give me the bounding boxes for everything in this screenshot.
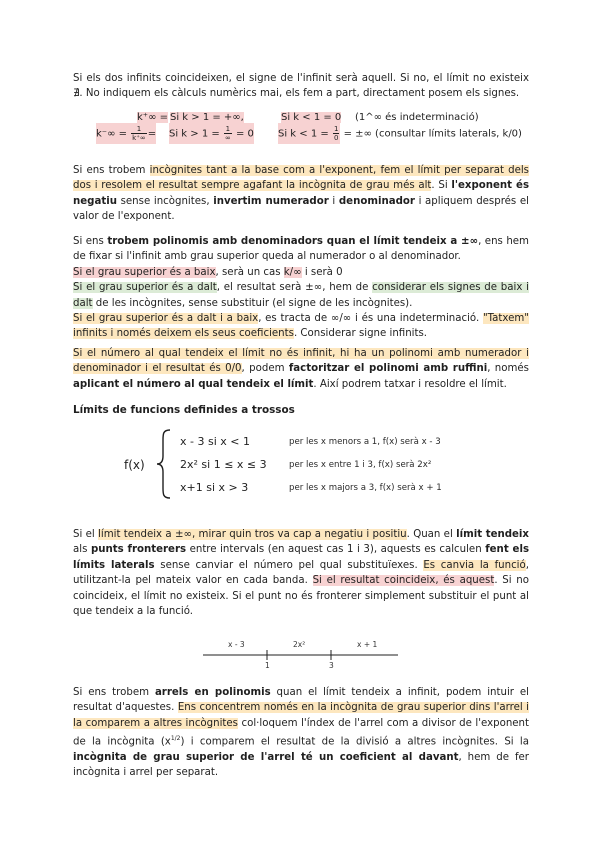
piecewise-note-2: per les x entre 1 i 3, f(x) serà 2x² [289, 460, 432, 470]
p1-text: Si els dos infinits coincideixen, el signe de l'infinit serà aquell. Si no, el límit no existeix ∄. No indiquem els càlculs numèrics mai, els fem a part, directament posem els signes. [73, 73, 529, 100]
p3-t5: , serà un cas [215, 266, 284, 278]
math-kpos-gt1: Si k > 1 = +∞, [170, 112, 244, 123]
piecewise-fname: f(x) [124, 458, 145, 472]
p2-t3: . Si [431, 180, 452, 192]
math-kneg-lt1 [278, 123, 340, 144]
p6-t9: , hem de fer incògnita i arrel per separat. [73, 752, 529, 779]
math-kneg-lt1-pre: Si k < 1 = [278, 128, 329, 140]
frac1-num: 1 [131, 125, 147, 134]
fraction-1 [131, 125, 147, 142]
frac1-den: k⁺∞ [132, 134, 146, 142]
frac2-num: 1 [225, 125, 231, 133]
p2-t9: i apliquem després el valor de l'exponent. [73, 195, 529, 223]
numberline-tick-label-3: 3 [329, 661, 334, 670]
p2-bold-exponent: l'exponent és negatiu [73, 180, 530, 207]
p5-t1: Si el [73, 529, 99, 540]
math-indeterminacio: (1^∞ és indeterminació) [355, 112, 479, 123]
math-kneg-lt1-post: = ±∞ (consultar límits laterals, k/0) [343, 128, 522, 140]
p4-t4: , només [487, 363, 529, 375]
p5-bold-laterals: fent els límits laterals [73, 544, 530, 571]
p6-bold-incognita: incògnita de grau superior de l'arrel [73, 752, 295, 764]
p5-t9: sense canviar el número pel qual substituïexes. [154, 559, 424, 571]
p3-grau-dalt: Si el grau superior és a dalt [73, 282, 217, 294]
p6-t3: quan el límit tendeix a infinit, podem intuir el resultat d'aquestes. [73, 687, 529, 714]
p5-bold-fronterers: punts fronterers [90, 544, 187, 556]
p5-t7: entre intervals (en aquest cas 1 i 3), aquests es calculen [186, 544, 486, 556]
p2-t1: Si ens trobem [73, 165, 150, 176]
math-kneg-label: k⁻∞ = [96, 128, 127, 140]
p3-t13: , es tracta de ∞/∞ i és una indeterminació. [258, 313, 483, 325]
p5-canvia-funcio: Es canvia la funció [423, 559, 526, 571]
p4-highlight: Si el número al qual tendeix el límit no és infinit, hi ha un polinomi amb numerador i denominador i el resultat és 0/0 [73, 348, 529, 375]
p2-t7: i [328, 195, 339, 207]
p3-t11: de les incògnites, sense substituir (el signe de les incògnites). [92, 297, 413, 309]
math-kneg-gt1-pre: Si k > 1 = [169, 128, 220, 140]
p5-t5: als [73, 544, 91, 556]
p3-t1: Si ens [73, 236, 108, 247]
piecewise-case-2: 2x² si 1 ≤ x ≤ 3 [180, 458, 267, 471]
p3-t9: , el resultat serà ±∞, hem de [216, 282, 373, 294]
p2-bold-numerador: invertim numerador [213, 195, 329, 207]
number-line [200, 648, 400, 664]
p3-considerar-signes: considerar els signes de baix i dalt [73, 282, 529, 309]
piecewise-note-1: per les x menors a 1, f(x) serà x - 3 [289, 437, 441, 447]
curly-brace-icon [155, 428, 173, 500]
p5-t11: , utilitzant-la pel mateix valor en cada banda. [73, 559, 529, 587]
math-row-2b [169, 123, 254, 144]
paragraph-limits-trossos [73, 527, 529, 619]
p3-grau-baix: Si el grau superior és a baix [73, 266, 216, 278]
piecewise-note-3: per les x majors a 3, f(x) serà x + 1 [289, 483, 442, 493]
math-kpos-lt1: Si k < 1 = 0 [281, 112, 342, 123]
p3-k-infinit: k/∞ [283, 266, 302, 278]
p6-t5: col·loquem l'índex de l'arrel com a divisor de l'exponent de la incògnita (x [73, 717, 529, 748]
numberline-tick-label-1: 1 [265, 661, 270, 670]
p6-t6: ) i comparem el resultat de la divisió a altres incògnites. Si la [180, 736, 529, 748]
p2-t5: sense incògnites, [116, 195, 214, 207]
p3-t7: i serà 0 [301, 266, 343, 278]
paragraph-polinomis-denominadors [73, 234, 529, 342]
paragraph-ruffini [73, 346, 529, 392]
math-row-2a [96, 123, 156, 144]
p3-bold: trobem polinomis amb denominadors quan el límit tendeix a ±∞ [107, 236, 479, 247]
math-kneg-gt1-post: = 0 [235, 128, 254, 140]
paragraph-incognites-base-exponent [73, 163, 529, 225]
p2-highlight: incògnites tant a la base com a l'exponent, fem el límit per separat dels dos i resolem el resultat sempre agafant la incògnita de grau més alt [73, 165, 529, 192]
p6-t1: Si ens trobem [73, 687, 155, 698]
p5-highlight-infinit: límit tendeix a ±∞, mirar quin tros va cap a negatiu i positiu [98, 529, 407, 540]
p6-bold-coeficient: té un coeficient al davant [294, 752, 459, 764]
p2-bold-denominador: denominador [338, 195, 415, 207]
math-kneg-gt1 [169, 123, 254, 144]
section-title: Límits de funcions definides a trossos [73, 404, 295, 416]
p4-t2: , podem [241, 363, 289, 375]
p5-resultat-coincideix: Si el resultat coincideix, és aquest [312, 575, 495, 587]
numberline-label-3: x + 1 [357, 640, 378, 649]
p6-bold-arrels: arrels en polinomis [154, 687, 271, 698]
p4-t6: . Així podrem tatxar i resoldre el límit. [313, 378, 507, 390]
frac3-den: 0 [333, 134, 339, 142]
fraction-3 [333, 125, 339, 142]
p3-grau-dalt-baix: Si el grau superior és a dalt i a baix [73, 313, 259, 325]
math-kneg: k⁻∞ = $\frac{1}{k^+\infty}$ = [96, 125, 157, 142]
p6-highlight: Ens concentrem només en la incògnita de grau superior dins l'arrel i la comparem a altres incògnites [73, 702, 529, 729]
p4-bold-aplicant: aplicant el número al qual tendeix el límit [73, 378, 314, 390]
p5-t3: . Quan el [406, 529, 457, 540]
numberline-label-1: x - 3 [228, 640, 245, 649]
paragraph-arrels-polinomis [73, 685, 529, 781]
p6-exponent: 1/2 [170, 735, 181, 743]
piecewise-case-3: x+1 si x > 3 [180, 481, 249, 494]
math-row-2c [278, 123, 522, 144]
numberline-label-2: 2x² [293, 640, 306, 649]
frac3-num: 1 [333, 125, 339, 133]
p3-t3: , ens hem de fixar si l'infinit amb grau superior queda al numerador o al denominador. [73, 236, 529, 263]
p4-bold-ruffini: factoritzar el polinomi amb ruffini [288, 363, 488, 375]
p3-tatxem: "Tatxem" infinits i només deixem els seus coeficients [73, 313, 529, 340]
p3-t15: . Considerar signe infinits. [293, 328, 428, 340]
math-kpos: k⁺∞ = [137, 112, 168, 123]
fraction-2 [224, 125, 232, 142]
p5-bold-limit: límit tendeix [456, 529, 529, 540]
paragraph-infinits-coincidents [73, 71, 529, 102]
p5-t13: . Si no coincideix, el límit no existeix. Si el punt no és fronterer simplement substituir el punt al que tendeix a la funció. [73, 575, 529, 618]
piecewise-case-1: x - 3 si x < 1 [180, 435, 250, 448]
frac2-den: ∞ [224, 134, 231, 142]
